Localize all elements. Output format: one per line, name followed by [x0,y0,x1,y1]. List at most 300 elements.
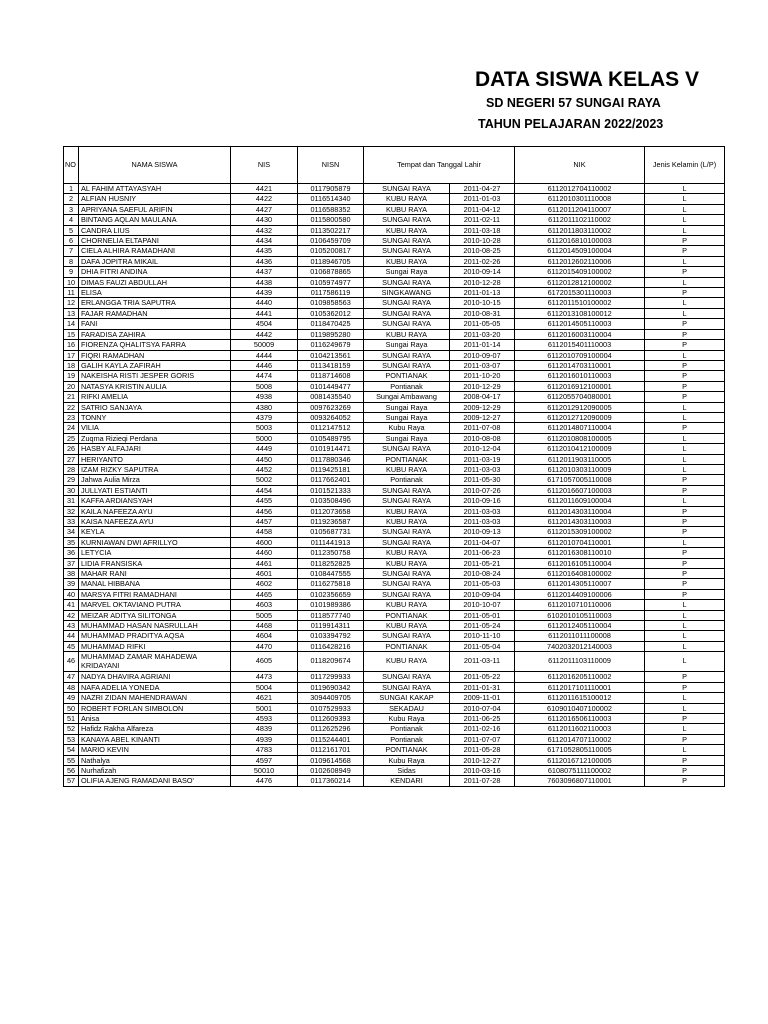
student-nik: 6112012812100002 [515,277,645,287]
student-nis: 4602 [231,579,298,589]
student-name: MUHAMMAD ZAMAR MAHADEWA KRIDAYANI [79,652,231,672]
student-name: MUHAMMAD PRADITYA AQSA [79,631,231,641]
table-row [64,579,725,589]
student-nis: 4461 [231,558,298,568]
gender: P [645,579,725,589]
row-number: 12 [64,298,79,308]
row-number: 17 [64,350,79,360]
birth-date: 2010-08-31 [450,308,515,318]
student-nisn: 0118577740 [298,610,364,620]
student-nis: 4473 [231,672,298,682]
birth-date: 2010-10-07 [450,600,515,610]
student-nisn: 0118470425 [298,319,364,329]
row-number: 11 [64,288,79,298]
student-nik: 6112011011100008 [515,631,645,641]
birth-place: KUBU RAYA [364,225,450,235]
col-header-ttl: Tempat dan Tanggal Lahir [364,147,515,184]
student-nisn: 0105362012 [298,308,364,318]
birth-place: SEKADAU [364,703,450,713]
student-nis: 4440 [231,298,298,308]
table-row [64,236,725,246]
birth-date: 2011-03-18 [450,225,515,235]
student-nik: 6171052805110005 [515,745,645,755]
row-number: 21 [64,392,79,402]
table-row [64,776,725,786]
gender: P [645,423,725,433]
table-row [64,423,725,433]
table-row [64,433,725,443]
student-nis: 4456 [231,506,298,516]
birth-date: 2009-12-27 [450,412,515,422]
row-number: 50 [64,703,79,713]
gender: P [645,672,725,682]
birth-place: Pontianak [364,475,450,485]
table-row [64,412,725,422]
student-nis: 4458 [231,527,298,537]
row-number: 29 [64,475,79,485]
academic-year: TAHUN PELAJARAN 2022/2023 [478,117,664,131]
birth-place: SUNGAI RAYA [364,215,450,225]
gender: L [645,444,725,454]
student-nisn: 0115244401 [298,734,364,744]
row-number: 25 [64,433,79,443]
student-name: LIDIA FRANSISKA [79,558,231,568]
birth-date: 2011-05-01 [450,610,515,620]
birth-date: 2010-09-04 [450,589,515,599]
birth-date: 2011-07-08 [450,423,515,433]
student-nis: 4379 [231,412,298,422]
student-nik: 6112010301110008 [515,194,645,204]
birth-date: 2011-02-16 [450,724,515,734]
birth-place: Kubu Raya [364,755,450,765]
student-nisn: 3094409705 [298,693,364,703]
row-number: 55 [64,755,79,765]
student-nis: 4446 [231,360,298,370]
student-nis: 4380 [231,402,298,412]
birth-place: Sungai Raya [364,267,450,277]
row-number: 43 [64,621,79,631]
birth-place: PONTIANAK [364,745,450,755]
birth-place: SUNGAI RAYA [364,537,450,547]
birth-place: SUNGAI RAYA [364,277,450,287]
student-nik: 6112012912090005 [515,402,645,412]
birth-place: SUNGAI RAYA [364,308,450,318]
birth-place: KUBU RAYA [364,329,450,339]
birth-place: SUNGAI RAYA [364,631,450,641]
gender: L [645,724,725,734]
table-row [64,475,725,485]
student-name: Nurhafizah [79,765,231,775]
birth-place: KENDARI [364,776,450,786]
gender: L [645,537,725,547]
row-number: 19 [64,371,79,381]
student-nik: 6112014303110003 [515,517,645,527]
student-nisn: 0105974977 [298,277,364,287]
birth-place: SUNGAI RAYA [364,360,450,370]
table-row [64,392,725,402]
gender: P [645,734,725,744]
table-row [64,765,725,775]
student-nis: 4600 [231,537,298,547]
birth-place: Sidas [364,765,450,775]
birth-place: Pontianak [364,724,450,734]
table-row [64,558,725,568]
birth-date: 2010-08-08 [450,433,515,443]
birth-place: Sungai Raya [364,412,450,422]
row-number: 9 [64,267,79,277]
student-nik: 6112055704080001 [515,392,645,402]
birth-date: 2011-04-12 [450,204,515,214]
student-name: VILIA [79,423,231,433]
row-number: 3 [64,204,79,214]
student-name: NAZRI ZIDAN MAHENDRAWAN [79,693,231,703]
student-nisn: 0117360214 [298,776,364,786]
gender: P [645,485,725,495]
student-nik: 6112011204110007 [515,204,645,214]
birth-date: 2011-06-25 [450,713,515,723]
student-nis: 4430 [231,215,298,225]
birth-place: SUNGAI RAYA [364,444,450,454]
birth-date: 2010-08-24 [450,569,515,579]
row-number: 1 [64,184,79,194]
table-row [64,724,725,734]
student-name: CIELA ALHIRA RAMADHANI [79,246,231,256]
table-row [64,703,725,713]
student-name: BINTANG AQLAN MAULANA [79,215,231,225]
student-nis: 4474 [231,371,298,381]
gender: P [645,360,725,370]
birth-date: 2011-04-27 [450,184,515,194]
student-nik: 6172015301110003 [515,288,645,298]
birth-place: Sungai Raya [364,433,450,443]
student-nik: 6112014303110004 [515,506,645,516]
student-nisn: 0116588352 [298,204,364,214]
table-row [64,641,725,651]
birth-place: Sungai Ambawang [364,392,450,402]
table-row [64,621,725,631]
row-number: 38 [64,569,79,579]
student-name: MARSYA FITRI RAMADHANI [79,589,231,599]
gender: L [645,184,725,194]
birth-date: 2011-03-03 [450,464,515,474]
gender: L [645,215,725,225]
row-number: 13 [64,308,79,318]
row-number: 49 [64,693,79,703]
student-nis: 5002 [231,475,298,485]
student-nisn: 0112350758 [298,548,364,558]
table-row [64,652,725,672]
student-name: MARVEL OKTAVIANO PUTRA [79,600,231,610]
student-nis: 4422 [231,194,298,204]
student-nik: 6112016810100003 [515,236,645,246]
table-row [64,184,725,194]
table-row [64,246,725,256]
student-nisn: 0106878865 [298,267,364,277]
student-name: NADYA DHAVIRA AGRIANI [79,672,231,682]
birth-place: SINGKAWANG [364,288,450,298]
birth-place: Sungai Raya [364,402,450,412]
row-number: 6 [64,236,79,246]
student-name: ELISA [79,288,231,298]
student-nik: 6112011602110003 [515,724,645,734]
student-nisn: 0112161701 [298,745,364,755]
student-name: Nathalya [79,755,231,765]
gender: L [645,308,725,318]
birth-place: SUNGAI RAYA [364,579,450,589]
student-nisn: 0119236587 [298,517,364,527]
student-nisn: 0117880346 [298,454,364,464]
student-nisn: 0115800580 [298,215,364,225]
student-nisn: 0112073658 [298,506,364,516]
birth-place: SUNGAI RAYA [364,672,450,682]
table-row [64,454,725,464]
gender: L [645,496,725,506]
student-nis: 4427 [231,204,298,214]
table-row [64,517,725,527]
student-nisn: 0117905879 [298,184,364,194]
student-name: AL FAHIM ATTAYASYAH [79,184,231,194]
student-name: FARADISA ZAHIRA [79,329,231,339]
student-nis: 5005 [231,610,298,620]
table-row [64,194,725,204]
table-row [64,496,725,506]
birth-place: Pontianak [364,734,450,744]
birth-place: Kubu Raya [364,423,450,433]
table-row [64,569,725,579]
student-nik: 6112010704110001 [515,537,645,547]
birth-date: 2010-10-28 [450,236,515,246]
birth-place: SUNGAI RAYA [364,298,450,308]
student-name: Jahwa Aulia Mirza [79,475,231,485]
gender: L [645,631,725,641]
student-nisn: 0119425181 [298,464,364,474]
student-nisn: 0117299933 [298,672,364,682]
student-nisn: 0111441913 [298,537,364,547]
student-name: Hafidz Rakha Alfareza [79,724,231,734]
student-nis: 4470 [231,641,298,651]
row-number: 8 [64,256,79,266]
table-row [64,288,725,298]
gender: P [645,371,725,381]
document-title: DATA SISWA KELAS V [475,68,700,91]
gender: P [645,475,725,485]
student-nis: 4454 [231,485,298,495]
student-nik: 6112012405110004 [515,621,645,631]
row-number: 51 [64,713,79,723]
student-nis: 4593 [231,713,298,723]
student-name: LETYCIA [79,548,231,558]
birth-place: SUNGAI RAYA [364,589,450,599]
student-name: GALIH KAYLA ZAFIRAH [79,360,231,370]
student-name: MUHAMMAD RIFKI [79,641,231,651]
gender: P [645,506,725,516]
student-nis: 4603 [231,600,298,610]
student-name: MARIO KEVIN [79,745,231,755]
gender: L [645,641,725,651]
birth-date: 2010-10-15 [450,298,515,308]
student-nisn: 0113418159 [298,360,364,370]
student-nik: 6112010709100004 [515,350,645,360]
birth-date: 2011-05-05 [450,319,515,329]
student-nisn: 0119914311 [298,621,364,631]
student-name: KAFFA ARDIANSYAH [79,496,231,506]
student-nisn: 0117586119 [298,288,364,298]
student-nik: 6112012602110006 [515,256,645,266]
student-nis: 4438 [231,277,298,287]
student-name: NAKEISHA RISTI JESPER GORIS [79,371,231,381]
table-row [64,745,725,755]
birth-date: 2011-07-07 [450,734,515,744]
student-nis: 4468 [231,621,298,631]
gender: P [645,713,725,723]
birth-date: 2011-07-28 [450,776,515,786]
gender: L [645,652,725,672]
row-number: 40 [64,589,79,599]
student-name: FIORENZA QHALITSYA FARRA [79,340,231,350]
row-number: 15 [64,329,79,339]
student-name: MEIZAR ADITYA SILITONGA [79,610,231,620]
student-nik: 6112010412100009 [515,444,645,454]
table-row [64,329,725,339]
birth-date: 2010-09-16 [450,496,515,506]
student-nisn: 0103394792 [298,631,364,641]
row-number: 24 [64,423,79,433]
student-name: FIQRI RAMADHAN [79,350,231,360]
table-row [64,256,725,266]
student-nisn: 0112625296 [298,724,364,734]
student-nisn: 0116249679 [298,340,364,350]
gender: P [645,589,725,599]
table-row [64,298,725,308]
birth-date: 2010-07-26 [450,485,515,495]
gender: L [645,703,725,713]
birth-place: KUBU RAYA [364,506,450,516]
student-nik: 6112010808100005 [515,433,645,443]
birth-place: SUNGAI RAYA [364,485,450,495]
col-header-jk: Jenis Kelamin (L/P) [645,147,725,184]
row-number: 31 [64,496,79,506]
student-nik: 6112016308110010 [515,548,645,558]
student-name: MANAL HIBBANA [79,579,231,589]
birth-place: SUNGAI RAYA [364,496,450,506]
birth-place: KUBU RAYA [364,517,450,527]
gender: P [645,340,725,350]
birth-date: 2011-01-13 [450,288,515,298]
student-nisn: 0119895280 [298,329,364,339]
col-header-nis: NIS [231,147,298,184]
student-nik: 6112012704110002 [515,184,645,194]
row-number: 41 [64,600,79,610]
student-nisn: 0118209674 [298,652,364,672]
student-name: CANDRA LIUS [79,225,231,235]
student-nisn: 0105489795 [298,433,364,443]
row-number: 4 [64,215,79,225]
gender: P [645,392,725,402]
gender: P [645,558,725,568]
birth-date: 2011-02-26 [450,256,515,266]
student-nis: 5004 [231,682,298,692]
gender: L [645,204,725,214]
gender: L [645,464,725,474]
row-number: 14 [64,319,79,329]
student-nik: 6112015409100002 [515,267,645,277]
student-nis: 4465 [231,589,298,599]
birth-place: KUBU RAYA [364,558,450,568]
gender: P [645,517,725,527]
student-nis: 5003 [231,423,298,433]
birth-place: SUNGAI RAYA [364,184,450,194]
birth-date: 2011-05-28 [450,745,515,755]
row-number: 16 [64,340,79,350]
student-nis: 4601 [231,569,298,579]
student-name: ERLANGGA TRIA SAPUTRA [79,298,231,308]
birth-place: KUBU RAYA [364,548,450,558]
row-number: 37 [64,558,79,568]
student-nisn: 0109858563 [298,298,364,308]
student-nis: 4939 [231,734,298,744]
student-nis: 4455 [231,496,298,506]
student-nisn: 0118714608 [298,371,364,381]
row-number: 33 [64,517,79,527]
student-nis: 4436 [231,256,298,266]
student-nik: 6112015401110003 [515,340,645,350]
student-nik: 6112016010110003 [515,371,645,381]
student-nis: 5000 [231,433,298,443]
row-number: 26 [64,444,79,454]
student-nik: 6112014703110001 [515,360,645,370]
student-name: RIFKI AMELIA [79,392,231,402]
birth-place: KUBU RAYA [364,464,450,474]
gender: L [645,277,725,287]
birth-place: Kubu Raya [364,713,450,723]
student-nik: 6112011903110005 [515,454,645,464]
student-nis: 4434 [231,236,298,246]
student-nik: 6112011803110002 [515,225,645,235]
table-row [64,225,725,235]
student-name: OLIFIA AJENG RAMADANI BASO' [79,776,231,786]
birth-date: 2011-05-22 [450,672,515,682]
row-number: 23 [64,412,79,422]
student-nik: 6112014807110004 [515,423,645,433]
gender: P [645,329,725,339]
gender: P [645,682,725,692]
row-number: 20 [64,381,79,391]
gender: P [645,548,725,558]
student-name: KAILA NAFEEZA AYU [79,506,231,516]
student-table [63,146,725,787]
student-nisn: 0118946705 [298,256,364,266]
birth-date: 2008-04-17 [450,392,515,402]
student-nik: 6112014409100006 [515,589,645,599]
student-nisn: 0101449477 [298,381,364,391]
student-nik: 6112011510100002 [515,298,645,308]
student-nik: 6112010710110006 [515,600,645,610]
table-row [64,672,725,682]
birth-place: PONTIANAK [364,371,450,381]
student-nik: 6112017101110001 [515,682,645,692]
student-name: Anisa [79,713,231,723]
table-row [64,693,725,703]
birth-date: 2010-12-29 [450,381,515,391]
student-nik: 6112015309100002 [515,527,645,537]
birth-date: 2010-09-14 [450,267,515,277]
row-number: 56 [64,765,79,775]
student-nis: 5001 [231,703,298,713]
birth-date: 2011-02-11 [450,215,515,225]
student-nik: 6112010303110009 [515,464,645,474]
row-number: 36 [64,548,79,558]
birth-place: PONTIANAK [364,454,450,464]
